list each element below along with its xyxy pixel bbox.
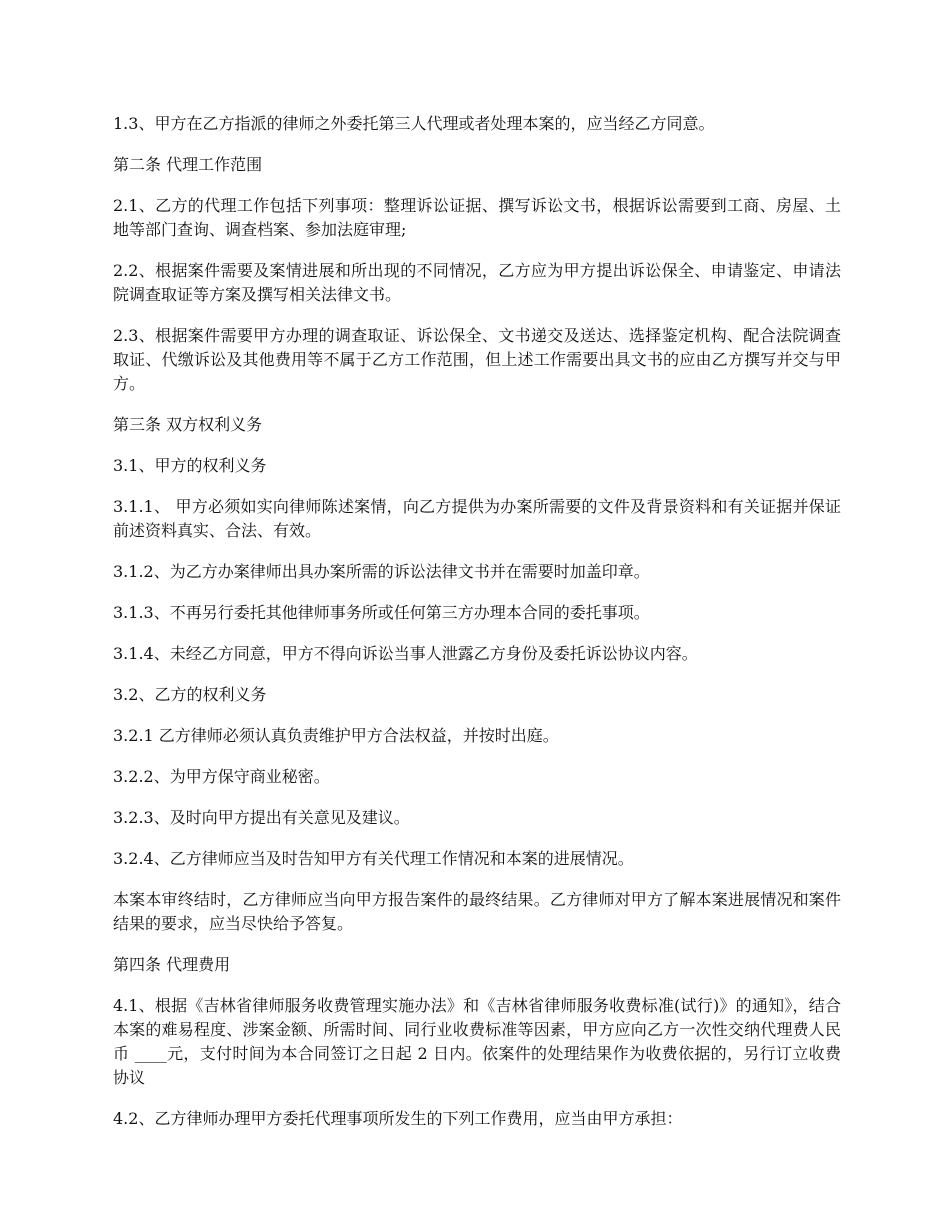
clause-2-2: 2.2、根据案件需要及案情进展和所出现的不同情况，乙方应为甲方提出诉讼保全、申请鉴定、申请法院调查取证等方案及撰写相关法律文书。 xyxy=(113,261,841,304)
clause-2-3: 2.3、根据案件需要甲方办理的调查取证、诉讼保全、文书递交及送达、选择鉴定机构、配合法院调查取证、代缴诉讼及其他费用等不属于乙方工作范围，但上述工作需要出具文书的应由乙方撰写并交与甲方。 xyxy=(113,326,841,393)
clause-4-2: 4.2、乙方律师办理甲方委托代理事项所发生的下列工作费用，应当由甲方承担： xyxy=(113,1109,683,1128)
article-2-heading: 第二条 代理工作范围 xyxy=(113,155,263,174)
clause-4-1: 4.1、根据《吉林省律师服务收费管理实施办法》和《吉林省律师服务收费标准(试行)》的通知》，结合本案的难易程度、涉案金额、所需时间、同行业收费标准等因素，甲方应向乙方一次性交纳代理费人民币 ____元，支付时间为本合同签订之日起 2 日内。依案件的处理结果作为收费依据的，另行订立收费协议 xyxy=(113,996,841,1087)
clause-3-1-3: 3.1.3、不再另行委托其他律师事务所或任何第三方办理本合同的委托事项。 xyxy=(113,603,650,622)
clause-3-1-1: 3.1.1、 甲方必须如实向律师陈述案情，向乙方提供为办案所需要的文件及背景资料和有关证据并保证前述资料真实、合法、有效。 xyxy=(113,497,841,540)
final-report-paragraph: 本案本审终结时，乙方律师应当向甲方报告案件的最终结果。乙方律师对甲方了解本案进展情况和案件结果的要求，应当尽快给予答复。 xyxy=(113,890,841,933)
clause-3-2-3: 3.2.3、及时向甲方提出有关意见及建议。 xyxy=(113,808,410,827)
article-3-heading: 第三条 双方权利义务 xyxy=(113,415,263,434)
clause-3-1: 3.1、甲方的权利义务 xyxy=(113,456,267,475)
clause-3-2-1: 3.2.1 乙方律师必须认真负责维护甲方合法权益，并按时出庭。 xyxy=(113,726,559,745)
clause-3-2: 3.2、乙方的权利义务 xyxy=(113,685,267,704)
clause-3-2-2: 3.2.2、为甲方保守商业秘密。 xyxy=(113,767,330,786)
clause-3-2-4: 3.2.4、乙方律师应当及时告知甲方有关代理工作情况和本案的进展情况。 xyxy=(113,849,634,868)
clause-3-1-2: 3.1.2、为乙方办案律师出具办案所需的诉讼法律文书并在需要时加盖印章。 xyxy=(113,562,650,581)
clause-2-1: 2.1、乙方的代理工作包括下列事项：整理诉讼证据、撰写诉讼文书，根据诉讼需要到工商、房屋、土地等部门查询、调查档案、参加法庭审理; xyxy=(113,196,841,239)
document-body xyxy=(113,112,841,1148)
article-4-heading: 第四条 代理费用 xyxy=(113,955,231,974)
clause-3-1-4: 3.1.4、未经乙方同意，甲方不得向诉讼当事人泄露乙方身份及委托诉讼协议内容。 xyxy=(113,644,698,663)
clause-1-3: 1.3、甲方在乙方指派的律师之外委托第三人代理或者处理本案的，应当经乙方同意。 xyxy=(113,114,715,133)
